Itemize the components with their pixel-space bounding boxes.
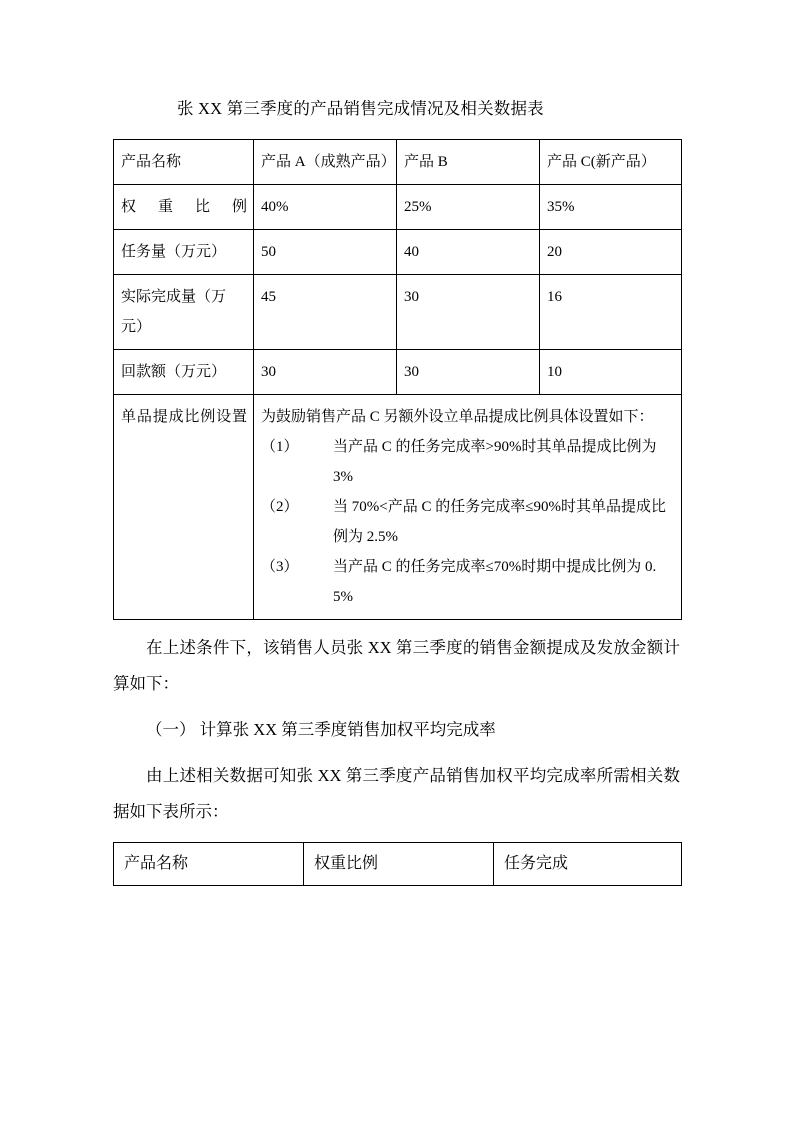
list-item bbox=[261, 432, 675, 492]
cell-value: 45 bbox=[254, 275, 397, 350]
row-label: 回款额（万元） bbox=[114, 350, 254, 395]
paragraph-data-intro: 由上述相关数据可知张 XX 第三季度产品销售加权平均完成率所需相关数据如下表所示： bbox=[113, 766, 680, 821]
cell-value: 20 bbox=[540, 230, 682, 275]
page-title: 张 XX 第三季度的产品销售完成情况及相关数据表 bbox=[177, 99, 544, 118]
table-row-commission bbox=[114, 395, 682, 620]
paragraph-conditions: 在上述条件下，该销售人员张 XX 第三季度的销售金额提成及发放金额计算如下： bbox=[113, 638, 680, 693]
header-weight-ratio: 权重比例 bbox=[304, 843, 494, 886]
list-text: 当产品 C 的任务完成率>90%时其单品提成比例为 3% bbox=[333, 439, 657, 485]
list-marker: （1） bbox=[261, 439, 299, 455]
cell-value: 16 bbox=[540, 275, 682, 350]
header-product-name: 产品名称 bbox=[114, 843, 304, 886]
cell-value: 10 bbox=[540, 350, 682, 395]
cell-value: 40 bbox=[397, 230, 540, 275]
header-task-completion: 任务完成 bbox=[494, 843, 682, 886]
row-label: 实际完成量（万元） bbox=[114, 275, 254, 350]
list-text: 当 70%<产品 C 的任务完成率≤90%时其单品提成比例为 2.5% bbox=[333, 499, 666, 545]
weighted-rate-table bbox=[113, 842, 682, 886]
list-marker: （3） bbox=[261, 559, 299, 575]
paragraph-section-one: （一） 计算张 XX 第三季度销售加权平均完成率 bbox=[146, 720, 496, 739]
list-item bbox=[261, 552, 675, 612]
list-text: 当产品 C 的任务完成率≤70%时期中提成比例为 0.5% bbox=[333, 559, 657, 605]
list-item bbox=[261, 492, 675, 552]
cell-value: 25% bbox=[397, 185, 540, 230]
cell-value: 30 bbox=[254, 350, 397, 395]
cell-product-a: 产品 A（成熟产品） bbox=[254, 140, 397, 185]
product-sales-table bbox=[113, 139, 682, 620]
cell-product-b: 产品 B bbox=[397, 140, 540, 185]
row-label: 产品名称 bbox=[114, 140, 254, 185]
commission-rules-list bbox=[261, 432, 675, 612]
cell-value: 40% bbox=[254, 185, 397, 230]
table-row bbox=[114, 350, 682, 395]
table-row bbox=[114, 230, 682, 275]
commission-intro: 为鼓励销售产品 C 另额外设立单品提成比例具体设置如下： bbox=[261, 409, 654, 425]
row-label: 权重比例 bbox=[114, 185, 254, 230]
list-marker: （2） bbox=[261, 499, 299, 515]
table-row bbox=[114, 140, 682, 185]
table-row bbox=[114, 275, 682, 350]
cell-value: 50 bbox=[254, 230, 397, 275]
commission-detail-cell bbox=[254, 395, 682, 620]
cell-value: 35% bbox=[540, 185, 682, 230]
cell-value: 30 bbox=[397, 350, 540, 395]
cell-value: 30 bbox=[397, 275, 540, 350]
cell-product-c: 产品 C(新产品） bbox=[540, 140, 682, 185]
row-label: 任务量（万元） bbox=[114, 230, 254, 275]
table-row bbox=[114, 843, 682, 886]
row-label-commission: 单品提成比例设置 bbox=[114, 395, 254, 620]
table-row bbox=[114, 185, 682, 230]
